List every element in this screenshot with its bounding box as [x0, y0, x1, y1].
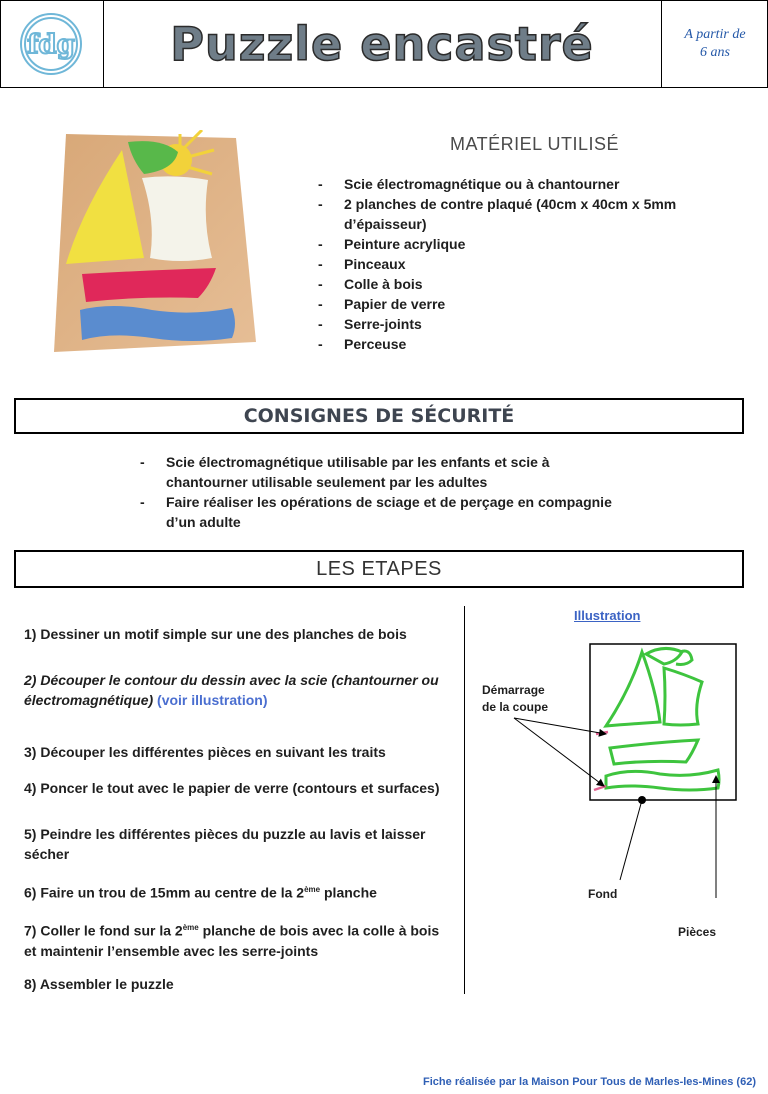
label-start	[482, 682, 548, 716]
step-7-text: 7) Coller le fond sur la 2	[24, 922, 183, 939]
list-item: - Scie électromagnétique utilisable par les enfants et scie à chantourner utilisable seulement par les adultes	[140, 452, 620, 492]
steps-heading: LES ETAPES	[14, 550, 744, 588]
step-7-sup: ème	[182, 923, 199, 932]
step-7	[24, 918, 452, 961]
list-item: - Pinceaux	[314, 254, 734, 274]
list-item: - Scie électromagnétique ou à chantourner	[314, 174, 734, 194]
age-line-2: 6 ans	[700, 45, 730, 60]
list-item: - Papier de verre	[314, 294, 734, 314]
step-4: 4) Poncer le tout avec le papier de verre (contours et surfaces)	[24, 780, 440, 796]
safety-list	[140, 452, 620, 532]
step-3: 3) Découper les différentes pièces en suivant les traits	[24, 744, 386, 760]
page-header	[0, 0, 768, 88]
step-6-text-end: planche	[320, 884, 377, 901]
list-item: - Colle à bois	[314, 274, 734, 294]
boat-outline	[606, 648, 719, 790]
label-start-line-1: Démarrage	[482, 683, 545, 697]
step-8: 8) Assembler le puzzle	[24, 976, 174, 992]
see-illustration-link[interactable]: (voir illustration)	[157, 692, 268, 708]
step-1: 1) Dessiner un motif simple sur une des planches de bois	[24, 626, 407, 642]
age-line-1: A partir de	[684, 27, 746, 42]
materials-list	[314, 174, 734, 354]
step-6-sup: ème	[304, 885, 321, 894]
column-divider	[464, 606, 465, 994]
illustration-title: Illustration	[574, 608, 641, 623]
materials-title: MATÉRIEL UTILISÉ	[450, 134, 620, 154]
step-2	[24, 670, 452, 710]
list-item: - Peinture acrylique	[314, 234, 734, 254]
label-start-line-2: de la coupe	[482, 700, 549, 714]
step-7-text-end: planche de bois avec la colle à bois et maintenir l’ensemble avec les serre-joints	[24, 922, 440, 959]
wooden-sailboat-puzzle-photo-icon	[52, 130, 256, 354]
label-fond: Fond	[588, 887, 618, 901]
footer-credit: Fiche réalisée par la Maison Pour Tous de Marles-les-Mines (62)	[423, 1076, 756, 1088]
age-box	[661, 1, 768, 87]
page-title: Puzzle encastré	[170, 17, 594, 71]
list-item: - Serre-joints	[314, 314, 734, 334]
step-5: 5) Peindre les différentes pièces du puzzle au lavis et laisser sécher	[24, 826, 426, 862]
safety-heading: CONSIGNES DE SÉCURITÉ	[14, 398, 744, 434]
label-pieces: Pièces	[678, 925, 717, 939]
fdg-logo-icon	[1, 1, 104, 87]
list-item: - 2 planches de contre plaqué (40cm x 40cm x 5mm d’épaisseur)	[314, 194, 734, 234]
list-item: - Faire réaliser les opérations de sciage et de perçage en compagnie d’un adulte	[140, 492, 620, 532]
step-6	[24, 880, 452, 903]
svg-text:fdg: fdg	[27, 30, 75, 60]
list-item: - Perceuse	[314, 334, 734, 354]
step-6-text: 6) Faire un trou de 15mm au centre de la 2	[24, 884, 305, 901]
step-2-text: 2) Découper le contour du dessin avec la scie (chantourner ou électromagnétique)	[24, 672, 439, 708]
